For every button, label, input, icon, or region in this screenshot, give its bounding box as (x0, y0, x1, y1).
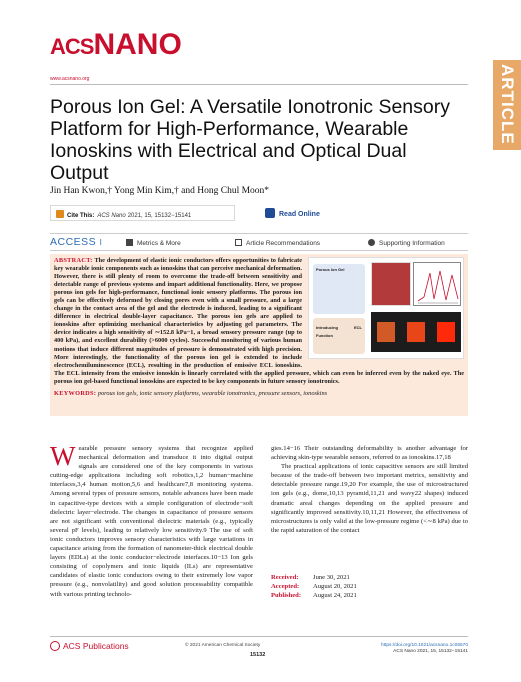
author-list: Jin Han Kwon,† Yong Min Kim,† and Hong Chul Moon* (50, 186, 270, 196)
toc-plot-panel (413, 262, 461, 306)
acs-publications-icon (50, 641, 60, 651)
metrics-link[interactable] (126, 239, 181, 247)
journal-url[interactable]: www.acsnano.org (50, 76, 90, 82)
intro-paragraph-2: The practical applications of ionic capacitive sensors are still limited because of the trade-off between two important metrics, sensitivity and detectable pressure range.19,20 For example, the use of microstructured ion gels (e.g., dome,10,13 pyramid,11,21 and wavy22 shapes) induced dramatic areal changes depending on the applied pressure and significantly improved sensitivity.10,11,21 However, the effectiveness of microstructures is only valid at the low-pressure regime (<∼8 kPa) due to the rapid saturation of the contact (271, 463, 468, 534)
published-label: Published: (271, 592, 302, 599)
toc-plot-lines (414, 263, 462, 307)
quote-icon (56, 210, 64, 218)
recommendations-link[interactable] (235, 239, 320, 247)
history-published (271, 591, 357, 600)
toc-graphic (308, 257, 464, 359)
document-icon (235, 239, 242, 246)
access-label (50, 236, 102, 248)
read-online-label: Read Online (279, 211, 320, 218)
doi-link[interactable]: https://doi.org/10.1021/acsnano.1c05570 (381, 643, 468, 648)
recommendations-label: Article Recommendations (246, 240, 321, 247)
intro-paragraph-1 (50, 441, 253, 599)
footer-rule (50, 636, 468, 637)
read-online-icon (265, 208, 275, 218)
page-number: 15132 (250, 652, 266, 658)
bar-chart-icon (126, 239, 133, 246)
supporting-info-label: Supporting Information (379, 240, 445, 247)
metrics-label: Metrics & More (137, 240, 181, 247)
cite-journal: ACS Nano (97, 213, 126, 219)
received-label: Received: (271, 574, 299, 581)
abstract (54, 257, 464, 386)
body-column-right (271, 444, 468, 535)
article-side-tab (493, 60, 521, 150)
cite-details: 2021, 15, 15132−15141 (127, 213, 192, 219)
publisher-logo (50, 641, 129, 651)
access-text: ACCESS (50, 236, 97, 248)
history-received (271, 573, 357, 582)
intro-paragraph-1-cont: gies.14−16 Their outstanding deformability is another advantage for achieving skin-type wearable sensors, referred to as ionoskins.17,18 (271, 445, 468, 462)
toc-emission-panel (371, 312, 461, 352)
logo-acs: ACS (50, 34, 94, 59)
logo-nano: NANO (93, 28, 182, 61)
intro-paragraph-1-text: earable pressure sensory systems that recognize applied mechanical deformation and transduce it into digital output signals are considered one of the key components in various cutting-edge applications including soft robotics,1,2 human−machine interfaces,3,4 human motion,5,6 and healthcare7,8 monitoring systems. Among several types of pressure sensors, notable advances have been made in capacitive-type devices with a simple configuration of electrode−soft dielectric layer−electrode. The changes in capacitance of pressure sensors are not significant with conventional dielectric materials (e.g., typically several pF levels), leading to relatively low sensitivity.9 The use of soft ionic conductors improves sensory characteristics with large variations in capacitance arising from the formation of nanometer-thick electrical double layers (EDLs) at the ionic conductor−electrode interfaces.10−13 Ion gels consisting of copolymers and ionic liquids (ILs) are representative candidates of elastic ionic conductors owing to their extremely low vapor pressure (e.g., nonvolatility) and good solution processability compatible with various printing technolo- (50, 445, 253, 598)
supporting-info-icon (368, 239, 375, 246)
access-indicator: I (99, 238, 102, 247)
accepted-label: Accepted: (271, 583, 300, 590)
copyright-notice: © 2021 American Chemical Society (185, 643, 261, 648)
keywords (54, 390, 464, 397)
cite-this-box[interactable] (50, 205, 235, 221)
article-side-tab-label: ARTICLE (498, 64, 517, 145)
toc-label-ecl: Introducing ECL Function (316, 325, 362, 339)
accepted-date: August 20, 2021 (313, 583, 357, 590)
supporting-info-link[interactable] (368, 239, 445, 247)
journal-logo (50, 28, 182, 62)
publisher-name: ACS Publications (63, 641, 129, 651)
keywords-label: KEYWORDS: (54, 390, 97, 397)
article-title: Porous Ion Gel: A Versatile Ionotronic Sensory Platform for High-Performance, Wearable Ionoskins with Electrical and Optical Dual Output (50, 96, 450, 184)
article-history (271, 573, 357, 600)
header-rule (50, 84, 468, 85)
drop-cap: W (50, 441, 76, 471)
toc-emission-shapes (371, 312, 461, 352)
read-online-button[interactable] (265, 205, 335, 221)
doi-block (381, 643, 468, 655)
cite-label: Cite This: (67, 213, 95, 219)
access-bar (50, 233, 468, 251)
footer-citation: ACS Nano 2021, 15, 15132−15141 (393, 649, 468, 654)
toc-label-porous: Porous Ion Gel (316, 267, 345, 272)
toc-photo-panel (371, 262, 411, 306)
received-date: June 30, 2021 (313, 574, 350, 581)
abstract-label: ABSTRACT: (54, 257, 93, 264)
published-date: August 24, 2021 (313, 592, 357, 599)
keywords-text: porous ion gels, ionic sensory platforms, wearable ionotronics, pressure sensors, ionoskins (97, 390, 328, 397)
history-accepted (271, 582, 357, 591)
abstract-text: The development of elastic ionic conductors offers opportunities to fabricate key wearable ionic components such as ionoskins that can perceive mechanical deformation. However, there is still plenty of room to overcome the trade-off between sensitivity and detectable range of previous systems and impart additional functionality. Here, we propose porous ion gels for high-performance, functional ionic sensory platforms. The porous ion gels can be effectively deformed by closing pores even with a small pressure, and a large change in the contact area of the gel and the electrode is induced, leading to a significant difference in electrical double-layer capacitance. The porous ion gels are applied to ionoskins after optimizing mechanical characteristics by adjusting gel parameters. The device indicates a high sensitivity of ∼152.8 kPa−1, a broad sensory pressure range (up to 400 kPa), and excellent durability (>6000 cycles). Successful monitoring of various human motions that induce different magnitudes of pressure is demonstrated with high precision. More interestingly, the functionality of the porous ion gel is extended to include electrochemiluminescence (ECL), resulting in the production of emissive ECL ionoskins. The ECL intensity from the emissive ionoskin is linearly correlated with the applied pressure, which can even be inferred even by the naked eye. The porous ion gel-based functional ionoskins are expected to be key components in future sensory ionotronics. (54, 257, 464, 385)
body-column-left (50, 441, 253, 599)
